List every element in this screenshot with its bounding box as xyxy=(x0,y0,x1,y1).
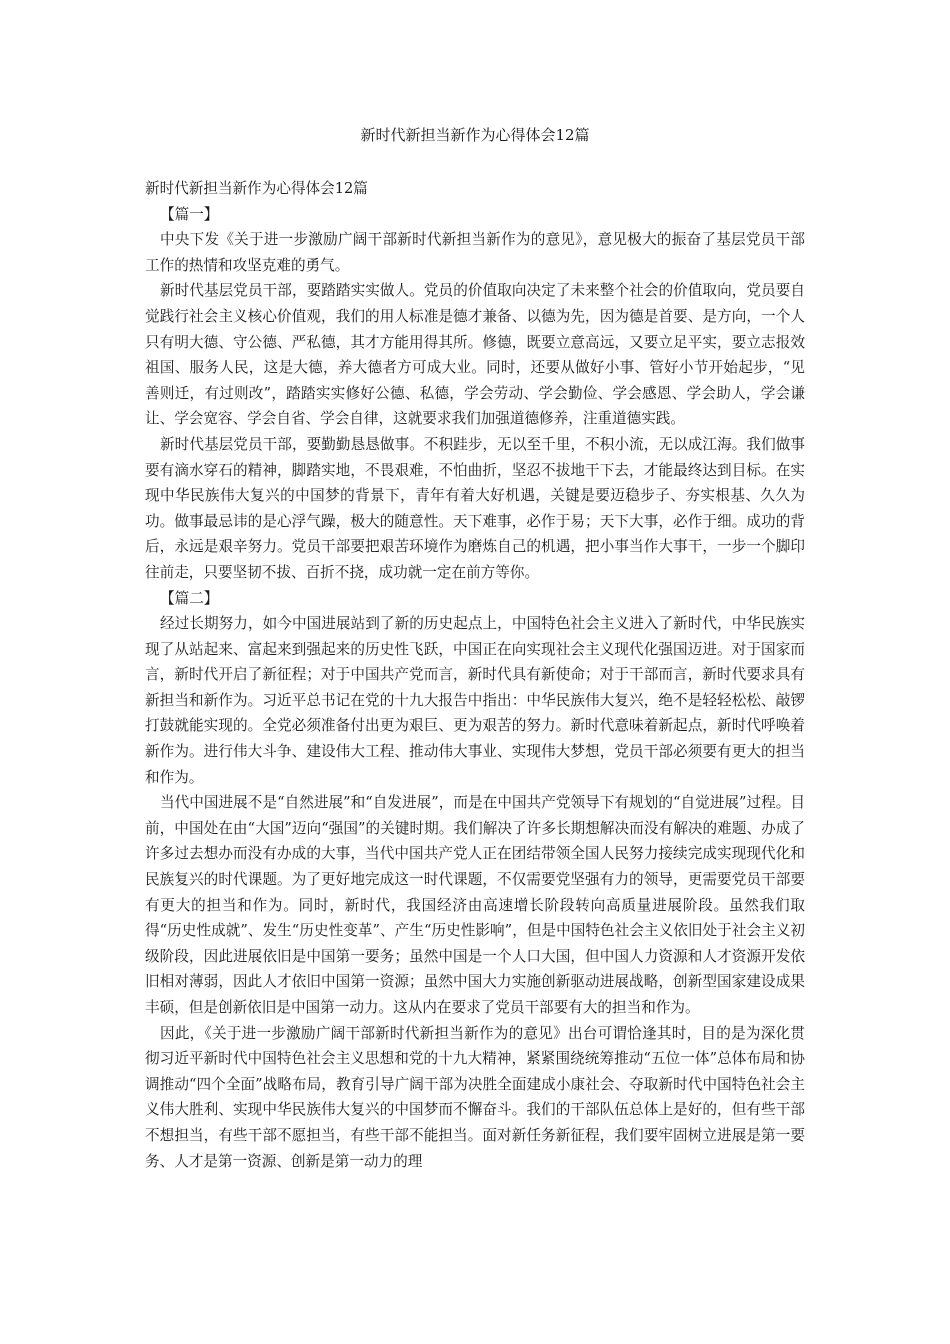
paragraph: 新时代基层党员干部，要踏踏实实做人。党员的价值取向决定了未来整个社会的价值取向，党员要自觉践行社会主义核心价值观，我们的用人标准是德才兼备、以德为先，因为德是首要、是方向，一个人只有明大德、守公德、严私德，其才方能用得其所。修德，既要立意高远，又要立足平实，要立志报效祖国、服务人民，这是大德，养大德者方可成大业。同时，还要从做好小事、管好小节开始起步，“见善则迁，有过则改”，踏踏实实修好公德、私德，学会劳动、学会勤俭、学会感恩、学会助人，学会谦让、学会宽容、学会自省、学会自律，这就要求我们加强道德修养，注重道德实践。 xyxy=(145,282,805,428)
section-heading-2: 【篇二】 xyxy=(160,589,219,607)
paragraph: 因此，《关于进一步激励广阔干部新时代新担当新作为的意见》出台可谓恰逢其时，目的是为深化贯彻习近平新时代中国特色社会主义思想和党的十九大精神，紧紧围绕统筹推动“五位一体”总体布局和协调推动“四个全面”战略布局，教育引导广阔干部为决胜全面建成小康社会、夺取新时代中国特色社会主义伟大胜利、实现中华民族伟大复兴的中国梦而不懈奋斗。我们的干部队伍总体上是好的，但有些干部不想担当，有些干部不愿担当，有些干部不能担当。面对新任务新征程，我们要牢固树立进展是第一要务、人才是第一资源、创新是第一动力的理 xyxy=(145,1024,805,1170)
document-title: 新时代新担当新作为心得体会12篇 xyxy=(360,126,590,144)
paragraph: 经过长期努力，如今中国进展站到了新的历史起点上，中国特色社会主义进入了新时代，中华民族实现了从站起来、富起来到强起来的历史性飞跃，中国正在向实现社会主义现代化强国迈进。对于国家而言，新时代开启了新征程；对于中国共产党而言，新时代具有新使命；对于干部而言，新时代要求具有新担当和新作为。习近平总书记在党的十九大报告中指出：中华民族伟大复兴，绝不是轻轻松松、敲锣打鼓就能实现的。全党必须准备付出更为艰巨、更为艰苦的努力。新时代意味着新起点，新时代呼唤着新作为。进行伟大斗争、建设伟大工程、推动伟大事业、实现伟大梦想，党员干部必须要有更大的担当和作为。 xyxy=(145,615,805,786)
section-heading-1: 【篇一】 xyxy=(160,205,219,223)
paragraph: 新时代基层党员干部，要勤勤恳恳做事。不积跬步，无以至千里，不积小流，无以成江海。我们做事要有滴水穿石的精神，脚踏实地，不畏艰难，不怕曲折，坚忍不拔地干下去，才能最终达到目标。在实现中华民族伟大复兴的中国梦的背景下，青年有着大好机遇，关键是要迈稳步子、夯实根基、久久为功。做事最忌讳的是心浮气躁，极大的随意性。天下难事，必作于易；天下大事，必作于细。成功的背后，永远是艰辛努力。党员干部要把艰苦环境作为磨炼自己的机遇，把小事当作大事干，一步一个脚印往前走，只要坚韧不拔、百折不挠，成功就一定在前方等你。 xyxy=(145,435,805,581)
document-body xyxy=(145,176,805,1174)
document-subtitle: 新时代新担当新作为心得体会12篇 xyxy=(145,180,368,197)
paragraph: 当代中国进展不是“自然进展”和“自发进展”，而是在中国共产党领导下有规划的“自觉进展”过程。目前，中国处在由“大国”迈向“强国”的关键时期。我们解决了许多长期想解决而没有解决的难题、办成了许多过去想办而没有办成的大事，当代中国共产党人正在团结带领全国人民努力接续完成实现现代化和民族复兴的时代课题。为了更好地完成这一时代课题，不仅需要党坚强有力的领导，更需要党员干部要有更大的担当和作为。同时，新时代，我国经济由高速增长阶段转向高质量进展阶段。虽然我们取得“历史性成就”、发生“历史性变革”、产生“历史性影响”，但是中国特色社会主义依旧处于社会主义初级阶段，因此进展依旧是中国第一要务；虽然中国是一个人口大国，但中国人力资源和人才资源开发依旧相对薄弱，因此人才依旧中国第一资源；虽然中国大力实施创新驱动进展战略，创新型国家建设成果丰硕，但是创新依旧是中国第一动力。这从内在要求了党员干部要有大的担当和作为。 xyxy=(145,794,805,1016)
paragraph: 中央下发《关于进一步激励广阔干部新时代新担当新作为的意见》，意见极大的振奋了基层党员干部工作的热情和攻坚克难的勇气。 xyxy=(145,231,805,274)
